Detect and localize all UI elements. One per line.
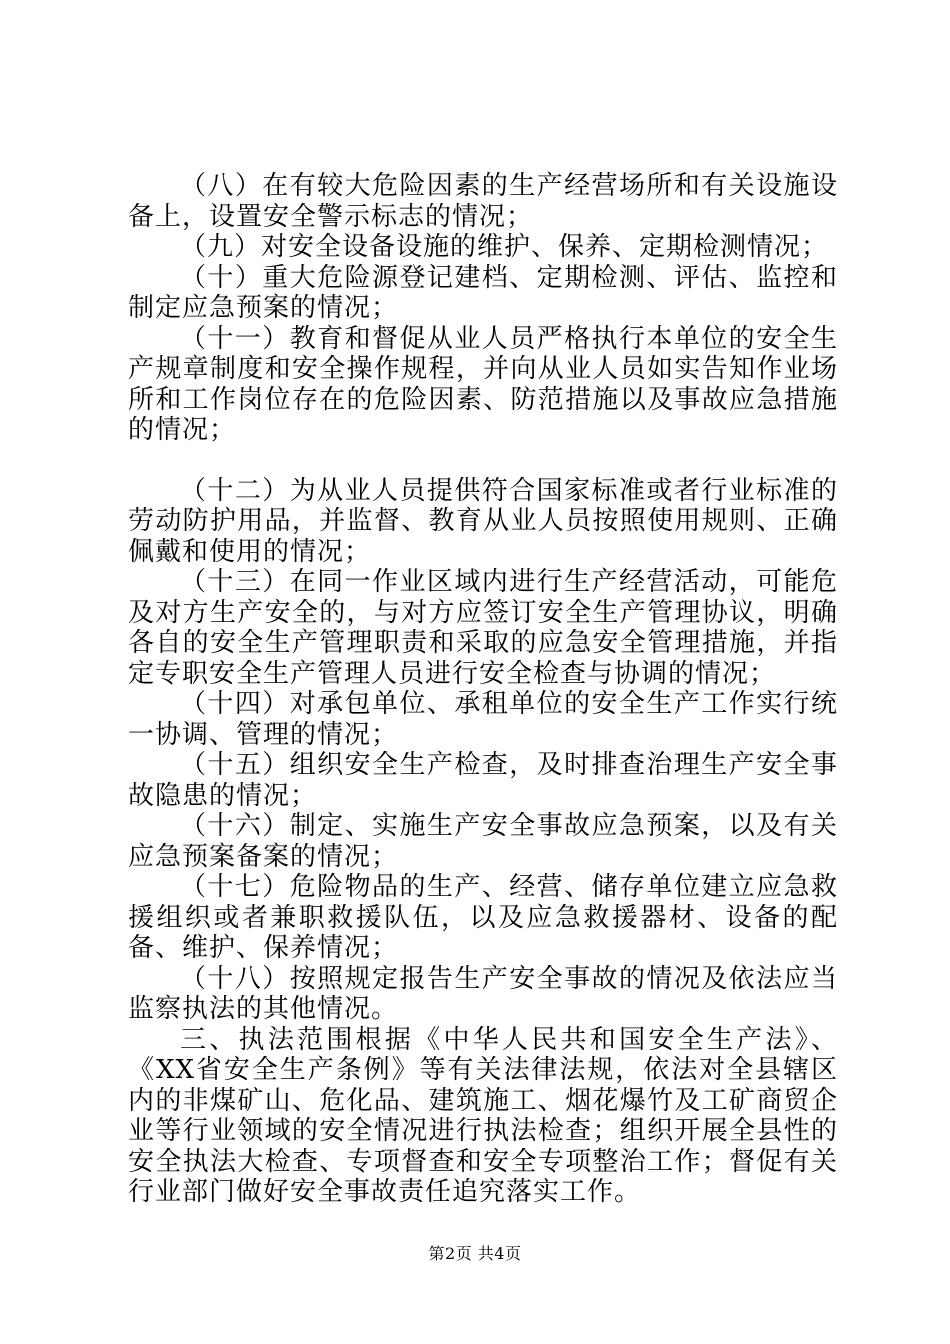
page-footer (0, 1241, 950, 1264)
paragraph-item-17: （十七）危险物品的生产、经营、储存单位建立应急救援组织或者兼职救援队伍，以及应急救援器材、设备的配备、维护、保养情况； (128, 872, 838, 963)
page-number-label: 第2页 共4页 (428, 1244, 522, 1263)
paragraph-item-14: （十四）对承包单位、承租单位的安全生产工作实行统一协调、管理的情况； (128, 689, 838, 750)
paragraph-item-9: （九）对安全设备设施的维护、保养、定期检测情况； (180, 232, 829, 262)
paragraph-item-15: （十五）组织安全生产检查，及时排查治理生产安全事故隐患的情况； (128, 750, 838, 811)
paragraph-item-8: （八）在有较大危险因素的生产经营场所和有关设施设备上，设置安全警示标志的情况； (128, 171, 838, 232)
paragraph-item-13: （十三）在同一作业区域内进行生产经营活动，可能危及对方生产安全的，与对方应签订安全生产管理协议，明确各自的安全生产管理职责和采取的应急安全管理措施，并指定专职安全生产管理人员进行安全检查与协调的情况； (128, 567, 838, 689)
paragraph-item-11: （十一）教育和督促从业人员严格执行本单位的安全生产规章制度和安全操作规程，并向从业人员如实告知作业场所和工作岗位存在的危险因素、防范措施以及事故应急措施的情况； (128, 323, 838, 445)
paragraph-item-16: （十六）制定、实施生产安全事故应急预案，以及有关应急预案备案的情况； (128, 811, 838, 872)
paragraph-item-10: （十）重大危险源登记建档、定期检测、评估、监控和制定应急预案的情况； (128, 262, 838, 323)
document-body (128, 171, 838, 1208)
paragraph-item-12: （十二）为从业人员提供符合国家标准或者行业标准的劳动防护用品，并监督、教育从业人员按照使用规则、正确佩戴和使用的情况； (128, 475, 838, 567)
paragraph-item-18: （十八）按照规定报告生产安全事故的情况及依法应当监察执法的其他情况。 (128, 963, 838, 1024)
paragraph-enforcement-scope: 三、执法范围根据《中华人民共和国安全生产法》、《XX省安全生产条例》等有关法律法规，依法对全县辖区内的非煤矿山、危化品、建筑施工、烟花爆竹及工矿商贸企业等行业领域的安全情况进行执法检查；组织开展全县性的安全执法大检查、专项督查和安全专项整治工作；督促有关行业部门做好安全事故责任追究落实工作。 (128, 1024, 838, 1207)
